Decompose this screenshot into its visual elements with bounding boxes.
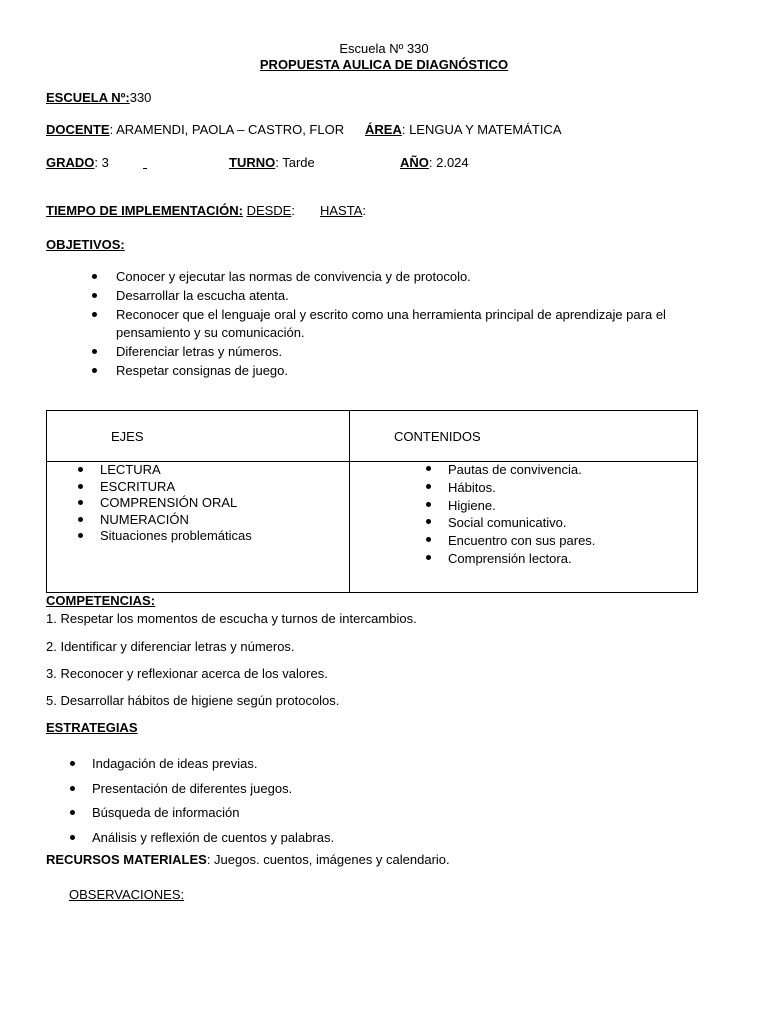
desde-colon: : (291, 203, 295, 218)
ejes-contenidos-table (46, 410, 698, 593)
estrategias-list (92, 752, 334, 850)
list-item: COMPRENSIÓN ORAL (100, 495, 252, 512)
list-item: Higiene. (448, 497, 595, 515)
list-item: Análisis y reflexión de cuentos y palabras. (92, 826, 334, 851)
desde-label: DESDE (246, 203, 292, 218)
list-item: Presentación de diferentes juegos. (92, 777, 334, 802)
list-item: Indagación de ideas previas. (92, 752, 334, 777)
list-item: Situaciones problemáticas (100, 528, 252, 544)
docente-value: : ARAMENDI, PAOLA – CASTRO, FLOR (109, 122, 345, 137)
turno-value: : Tarde (275, 155, 315, 170)
competencias-heading: COMPETENCIAS: (46, 593, 156, 608)
objetivos-heading: OBJETIVOS: (46, 237, 125, 252)
list-item: Social comunicativo. (448, 514, 595, 532)
objetivos-list (116, 268, 686, 381)
hasta-colon: : (362, 203, 367, 218)
school-name: Escuela Nº 330 (339, 41, 429, 56)
anio-row (400, 155, 469, 171)
recursos-row (46, 852, 450, 868)
anio-value: : 2.024 (428, 155, 469, 170)
area-label: ÁREA (365, 122, 402, 137)
tiempo-label: TIEMPO DE IMPLEMENTACIÓN: (46, 203, 243, 218)
escuela-value: 330 (129, 90, 152, 105)
list-item: Pautas de convivencia. (448, 461, 595, 479)
grado-row (46, 155, 109, 171)
recursos-label: RECURSOS MATERIALES (46, 852, 207, 867)
table-header-contenidos: CONTENIDOS (394, 429, 481, 444)
document-title: PROPUESTA AULICA DE DIAGNÓSTICO (259, 57, 509, 72)
list-item: LECTURA (100, 462, 252, 479)
list-item: Búsqueda de información (92, 801, 334, 826)
area-value: : LENGUA Y MATEMÁTICA (401, 122, 562, 137)
turno-label: TURNO (229, 155, 276, 170)
competencia-item: 2. Identificar y diferenciar letras y números. (46, 639, 295, 654)
competencia-item: 1. Respetar los momentos de escucha y turnos de intercambios. (46, 611, 417, 626)
list-item: ESCRITURA (100, 479, 252, 496)
turno-row (229, 155, 315, 171)
observaciones-label: OBSERVACIONES: (69, 887, 185, 902)
list-item: Respetar consignas de juego. (116, 362, 686, 381)
list-item: Hábitos. (448, 479, 595, 497)
docente-label: DOCENTE (46, 122, 110, 137)
table-divider-vertical (349, 411, 350, 592)
contenidos-list (448, 461, 595, 568)
list-item: NUMERACIÓN (100, 512, 252, 529)
list-item: Comprensión lectora. (448, 550, 595, 568)
table-header-ejes: EJES (111, 429, 144, 444)
competencia-item: 5. Desarrollar hábitos de higiene según protocolos. (46, 693, 340, 708)
competencia-item: 3. Reconocer y reflexionar acerca de los valores. (46, 666, 328, 681)
hasta-row (320, 203, 366, 219)
escuela-label: ESCUELA Nº: (46, 90, 130, 105)
list-item: Conocer y ejecutar las normas de convivencia y de protocolo. (116, 268, 686, 287)
hasta-label: HASTA (320, 203, 363, 218)
tiempo-row (46, 203, 295, 219)
area-row (365, 122, 562, 138)
list-item: Reconocer que el lenguaje oral y escrito como una herramienta principal de aprendizaje para el pensamiento y su comunicación. (116, 306, 686, 344)
list-item: Desarrollar la escucha atenta. (116, 287, 686, 306)
escuela-row (46, 90, 151, 106)
grado-underline-mark (143, 158, 147, 169)
grado-value: : 3 (94, 155, 109, 170)
list-item: Diferenciar letras y números. (116, 343, 686, 362)
list-item: Encuentro con sus pares. (448, 533, 596, 549)
anio-label: AÑO (400, 155, 429, 170)
docente-row (46, 122, 344, 138)
grado-label: GRADO (46, 155, 95, 170)
recursos-value: : Juegos. cuentos, imágenes y calendario. (206, 852, 450, 867)
ejes-list (100, 462, 252, 545)
estrategias-heading: ESTRATEGIAS (46, 720, 138, 735)
